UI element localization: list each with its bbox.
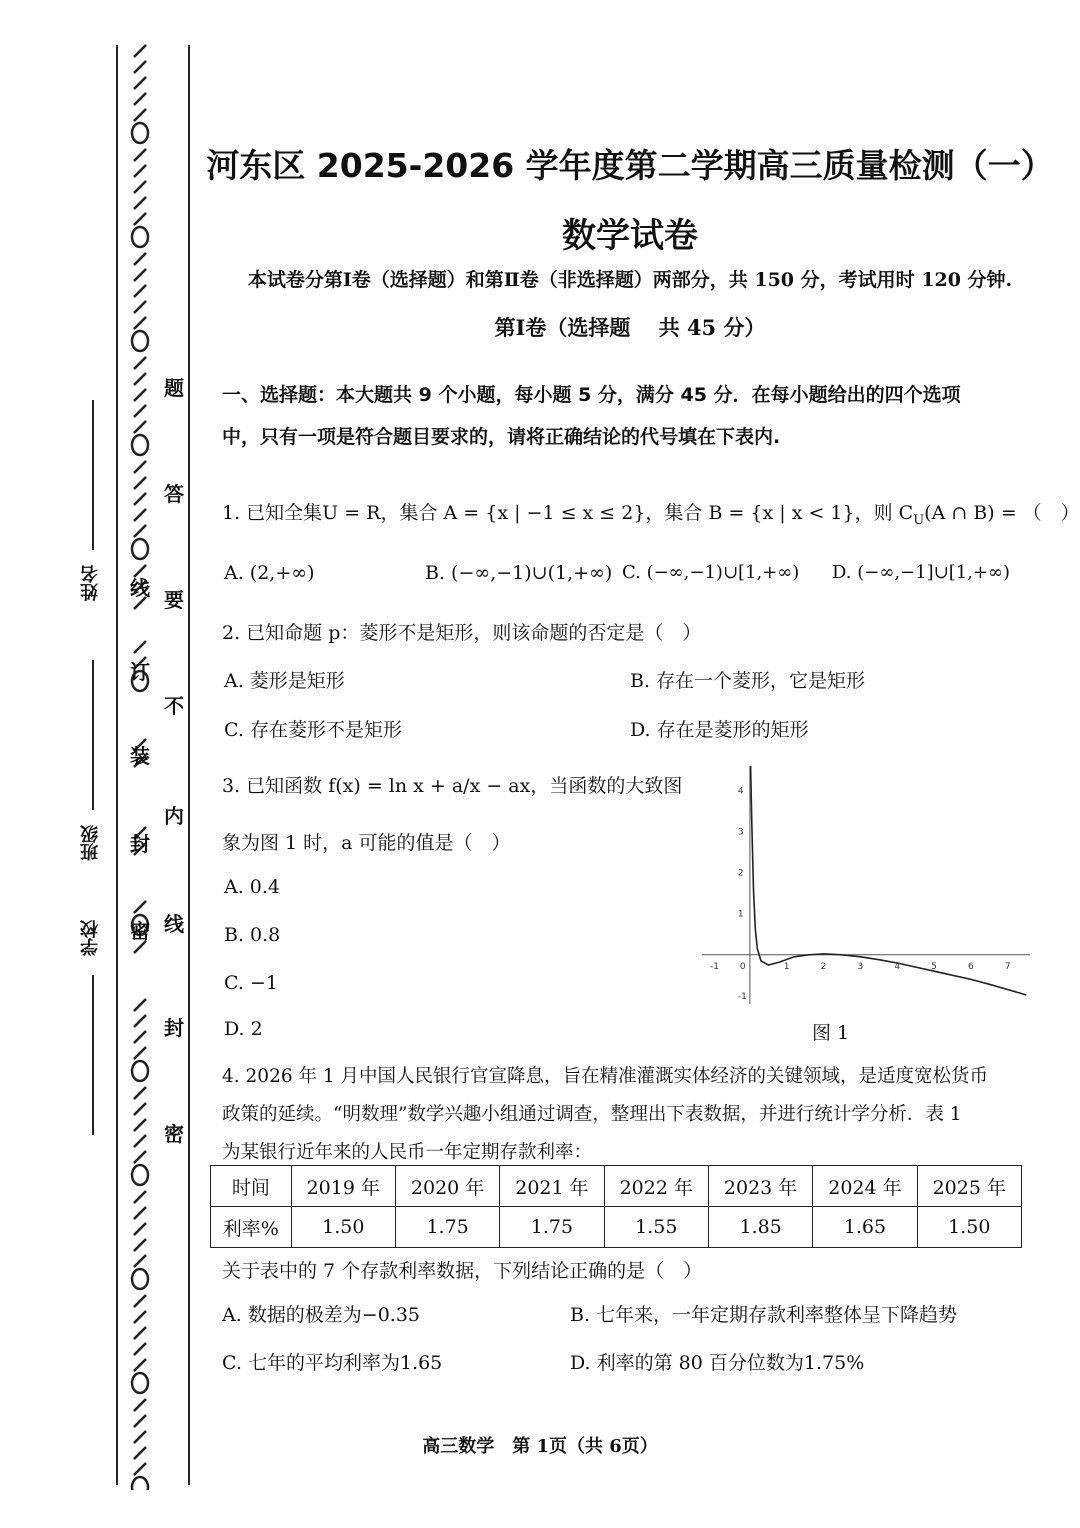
seal-circle-mark	[132, 435, 148, 455]
seal-slash-mark	[134, 1135, 146, 1147]
x-tick-label: 3	[857, 961, 864, 972]
table-cell: 1.75	[500, 1207, 604, 1248]
seal-slash-mark	[134, 1191, 146, 1203]
q4-option-b[interactable]: B. 七年来，一年定期存款利率整体呈下降趋势	[570, 1304, 958, 1326]
seal-slash-mark	[134, 77, 146, 89]
table-cell: 2022 年	[604, 1166, 708, 1207]
seal-slash-mark	[134, 253, 146, 265]
table-cell: 2021 年	[500, 1166, 604, 1207]
rate-table	[210, 1165, 1022, 1248]
q3-stem-1: 3. 已知函数 f(x) = ln x + a/x − ax，当函数的大致图	[222, 775, 683, 797]
x-tick-label: 1	[783, 961, 790, 972]
seal-slash-mark	[134, 197, 146, 209]
q2-option-d[interactable]: D. 存在是菱形的矩形	[630, 719, 809, 741]
q3-option-c[interactable]: C. −1	[224, 972, 278, 994]
seal-slash-mark	[134, 1295, 146, 1307]
seal-slash-mark	[134, 525, 146, 537]
seal-slash-mark	[134, 317, 146, 329]
function-graph	[698, 762, 1034, 1008]
seal-slash-mark	[134, 901, 146, 913]
q1-option-b[interactable]: B. (−∞,−1)∪(1,+∞)	[425, 562, 613, 584]
seal-slash-mark	[134, 477, 146, 489]
exam-intro: 本试卷分第Ⅰ卷（选择题）和第Ⅱ卷（非选择题）两部分，共 150 分，考试用时 120 分钟.	[247, 269, 1013, 291]
inner-word-3: 线	[164, 912, 184, 936]
seal-word-mi: 密	[130, 919, 150, 943]
inner-word-2: 封	[164, 1016, 184, 1040]
table-cell: 2025 年	[917, 1166, 1021, 1207]
seal-slash-mark	[134, 109, 146, 121]
seal-circle-mark	[132, 1165, 148, 1185]
seal-circle-mark	[132, 1477, 148, 1490]
inner-word-6: 要	[164, 588, 184, 612]
seal-slash-mark	[134, 421, 146, 433]
seal-line-left	[116, 45, 118, 1485]
seal-word-zhuang: 装	[130, 744, 150, 768]
inner-word-7: 答	[164, 482, 184, 506]
q1-stem	[222, 498, 1080, 528]
seal-slash-mark	[134, 389, 146, 401]
inner-word-8: 题	[164, 376, 184, 400]
x-tick-label: -1	[710, 961, 720, 972]
seal-slash-mark	[134, 301, 146, 313]
y-tick-label: 4	[737, 786, 744, 797]
table-header-cell: 利率%	[211, 1207, 292, 1248]
table-cell: 1.65	[813, 1207, 917, 1248]
table-row-years	[211, 1166, 1022, 1207]
seal-slash-mark	[134, 1087, 146, 1099]
q1-option-c[interactable]: C. (−∞,−1)∪[1,+∞)	[622, 562, 800, 583]
x-tick-label: 2	[820, 961, 827, 972]
name-line	[92, 400, 94, 550]
table-cell: 1.50	[291, 1207, 395, 1248]
q4-paragraph-1: 4. 2026 年 1 月中国人民银行官宣降息，旨在精准灌溉实体经济的关键领域，是适度宽松货币	[222, 1066, 989, 1087]
seal-circle-mark	[132, 123, 148, 143]
seal-slash-mark	[134, 181, 146, 193]
section-line-1: 一、选择题：本大题共 9 个小题，每小题 5 分，满分 45 分．在每小题给出的四个选项	[222, 384, 961, 406]
seal-slash-mark	[134, 1343, 146, 1355]
seal-circle-mark	[132, 539, 148, 559]
table-cell: 1.75	[395, 1207, 499, 1248]
table-cell: 1.55	[604, 1207, 708, 1248]
seal-circle-mark	[132, 227, 148, 247]
seal-slash-mark	[134, 1223, 146, 1235]
table-cell: 2020 年	[395, 1166, 499, 1207]
seal-slash-mark	[134, 357, 146, 369]
exam-subtitle: 数学试卷	[562, 216, 698, 256]
q3-option-a[interactable]: A. 0.4	[224, 876, 281, 898]
seal-slash-mark	[134, 999, 146, 1011]
q3-option-b[interactable]: B. 0.8	[224, 924, 281, 946]
q1-stem-text: 1. 已知全集U = R，集合 A = {x | −1 ≤ x ≤ 2}，集合 B = {x | x < 1}，则 C	[222, 502, 914, 524]
seal-slash-mark	[134, 165, 146, 177]
seal-slash-mark	[134, 493, 146, 505]
x-tick-label: 7	[1004, 961, 1011, 972]
seal-slash-mark	[134, 45, 146, 57]
seal-slash-mark	[134, 1151, 146, 1163]
seal-circle-mark	[132, 1373, 148, 1393]
x-tick-label: 4	[894, 961, 901, 972]
q1-option-d[interactable]: D. (−∞,−1]∪[1,+∞)	[832, 562, 1010, 583]
seal-slash-mark	[134, 149, 146, 161]
seal-word-ding: 订	[130, 660, 150, 684]
q4-question: 关于表中的 7 个存款利率数据，下列结论正确的是（ ）	[222, 1260, 703, 1282]
seal-slash-mark	[134, 1311, 146, 1323]
seal-slash-mark	[134, 1031, 146, 1043]
table-row-rates	[211, 1207, 1022, 1248]
school-label: 学校	[80, 920, 101, 956]
q3-option-d[interactable]: D. 2	[224, 1018, 263, 1040]
page-footer: 高三数学 第 1页（共 6页）	[422, 1436, 658, 1457]
exam-part: 第Ⅰ卷（选择题 共 45 分）	[494, 315, 766, 340]
q2-stem: 2. 已知命题 p：菱形不是矩形，则该命题的否定是（ ）	[222, 622, 702, 644]
inner-word-4: 内	[164, 804, 184, 828]
table-cell: 2019 年	[291, 1166, 395, 1207]
seal-line-right	[188, 45, 190, 1485]
seal-slash-mark	[134, 1047, 146, 1059]
y-tick-label: 3	[737, 827, 744, 838]
q4-option-d[interactable]: D. 利率的第 80 百分位数为1.75%	[570, 1352, 865, 1374]
seal-slash-mark	[134, 1463, 146, 1475]
class-line	[92, 660, 94, 810]
inner-word-1: 密	[164, 1122, 184, 1146]
q1-stem-sub: U	[913, 512, 925, 528]
table-cell: 1.50	[917, 1207, 1021, 1248]
seal-slash-mark	[134, 405, 146, 417]
q2-option-c[interactable]: C. 存在菱形不是矩形	[224, 719, 402, 741]
seal-circle-mark	[132, 1061, 148, 1081]
table-header-cell: 时间	[211, 1166, 292, 1207]
q4-paragraph-2: 政策的延续。“明数理”数学兴趣小组通过调查，整理出下表数据，并进行统计学分析．表 1	[222, 1104, 962, 1125]
seal-circle-mark	[132, 331, 148, 351]
q4-option-a[interactable]: A. 数据的极差为−0.35	[222, 1304, 421, 1326]
seal-slash-mark	[134, 1327, 146, 1339]
q3-stem-2: 象为图 1 时，a 可能的值是（ ）	[222, 832, 511, 854]
seal-slash-mark	[134, 1119, 146, 1131]
x-tick-label: 6	[968, 961, 974, 972]
section-line-2: 中，只有一项是符合题目要求的，请将正确结论的代号填在下表内.	[222, 426, 781, 448]
seal-slash-mark	[134, 1103, 146, 1115]
seal-word-feng: 封	[130, 832, 150, 856]
seal-slash-mark	[134, 1415, 146, 1427]
q1-stem-end: (A ∩ B) = （ ）	[924, 502, 1080, 524]
seal-slash-mark	[134, 93, 146, 105]
seal-slash-mark	[134, 1207, 146, 1219]
seal-slash-mark	[134, 213, 146, 225]
seal-slash-mark	[134, 1239, 146, 1251]
seal-slash-mark	[134, 461, 146, 473]
figure-caption: 图 1	[812, 1022, 850, 1044]
function-curve	[751, 766, 1027, 995]
q1-option-a[interactable]: A. (2,+∞)	[224, 562, 315, 584]
table-cell: 2024 年	[813, 1166, 917, 1207]
q2-option-b[interactable]: B. 存在一个菱形，它是矩形	[630, 670, 866, 692]
seal-slash-mark	[134, 509, 146, 521]
seal-slash-mark	[134, 641, 146, 653]
q4-paragraph-3: 为某银行近年来的人民币一年定期存款利率：	[222, 1142, 593, 1163]
seal-slash-mark	[134, 1399, 146, 1411]
seal-slash-mark	[134, 285, 146, 297]
inner-word-5: 不	[164, 694, 184, 718]
school-line	[92, 975, 94, 1135]
seal-circle-mark	[132, 1269, 148, 1289]
x-tick-label: 0	[739, 961, 746, 972]
q4-option-c[interactable]: C. 七年的平均利率为1.65	[222, 1352, 443, 1374]
y-tick-label: 1	[737, 909, 744, 920]
seal-slash-mark	[134, 1015, 146, 1027]
table-cell: 2023 年	[708, 1166, 812, 1207]
class-label: 班级	[80, 825, 101, 861]
table-cell: 1.85	[708, 1207, 812, 1248]
seal-slash-mark	[134, 373, 146, 385]
name-label: 姓名	[80, 565, 101, 601]
y-tick-label: 2	[737, 868, 744, 879]
seal-slash-mark	[134, 1359, 146, 1371]
seal-slash-mark	[134, 269, 146, 281]
exam-title: 河东区 2025-2026 学年度第二学期高三质量检测（一）	[206, 146, 1054, 185]
q2-option-a[interactable]: A. 菱形是矩形	[224, 670, 345, 692]
x-tick-label: 5	[931, 961, 937, 972]
seal-slash-mark	[134, 1255, 146, 1267]
seal-word-xian: 线	[130, 576, 150, 600]
seal-slash-mark	[134, 61, 146, 73]
y-tick-label: -1	[737, 991, 747, 1002]
